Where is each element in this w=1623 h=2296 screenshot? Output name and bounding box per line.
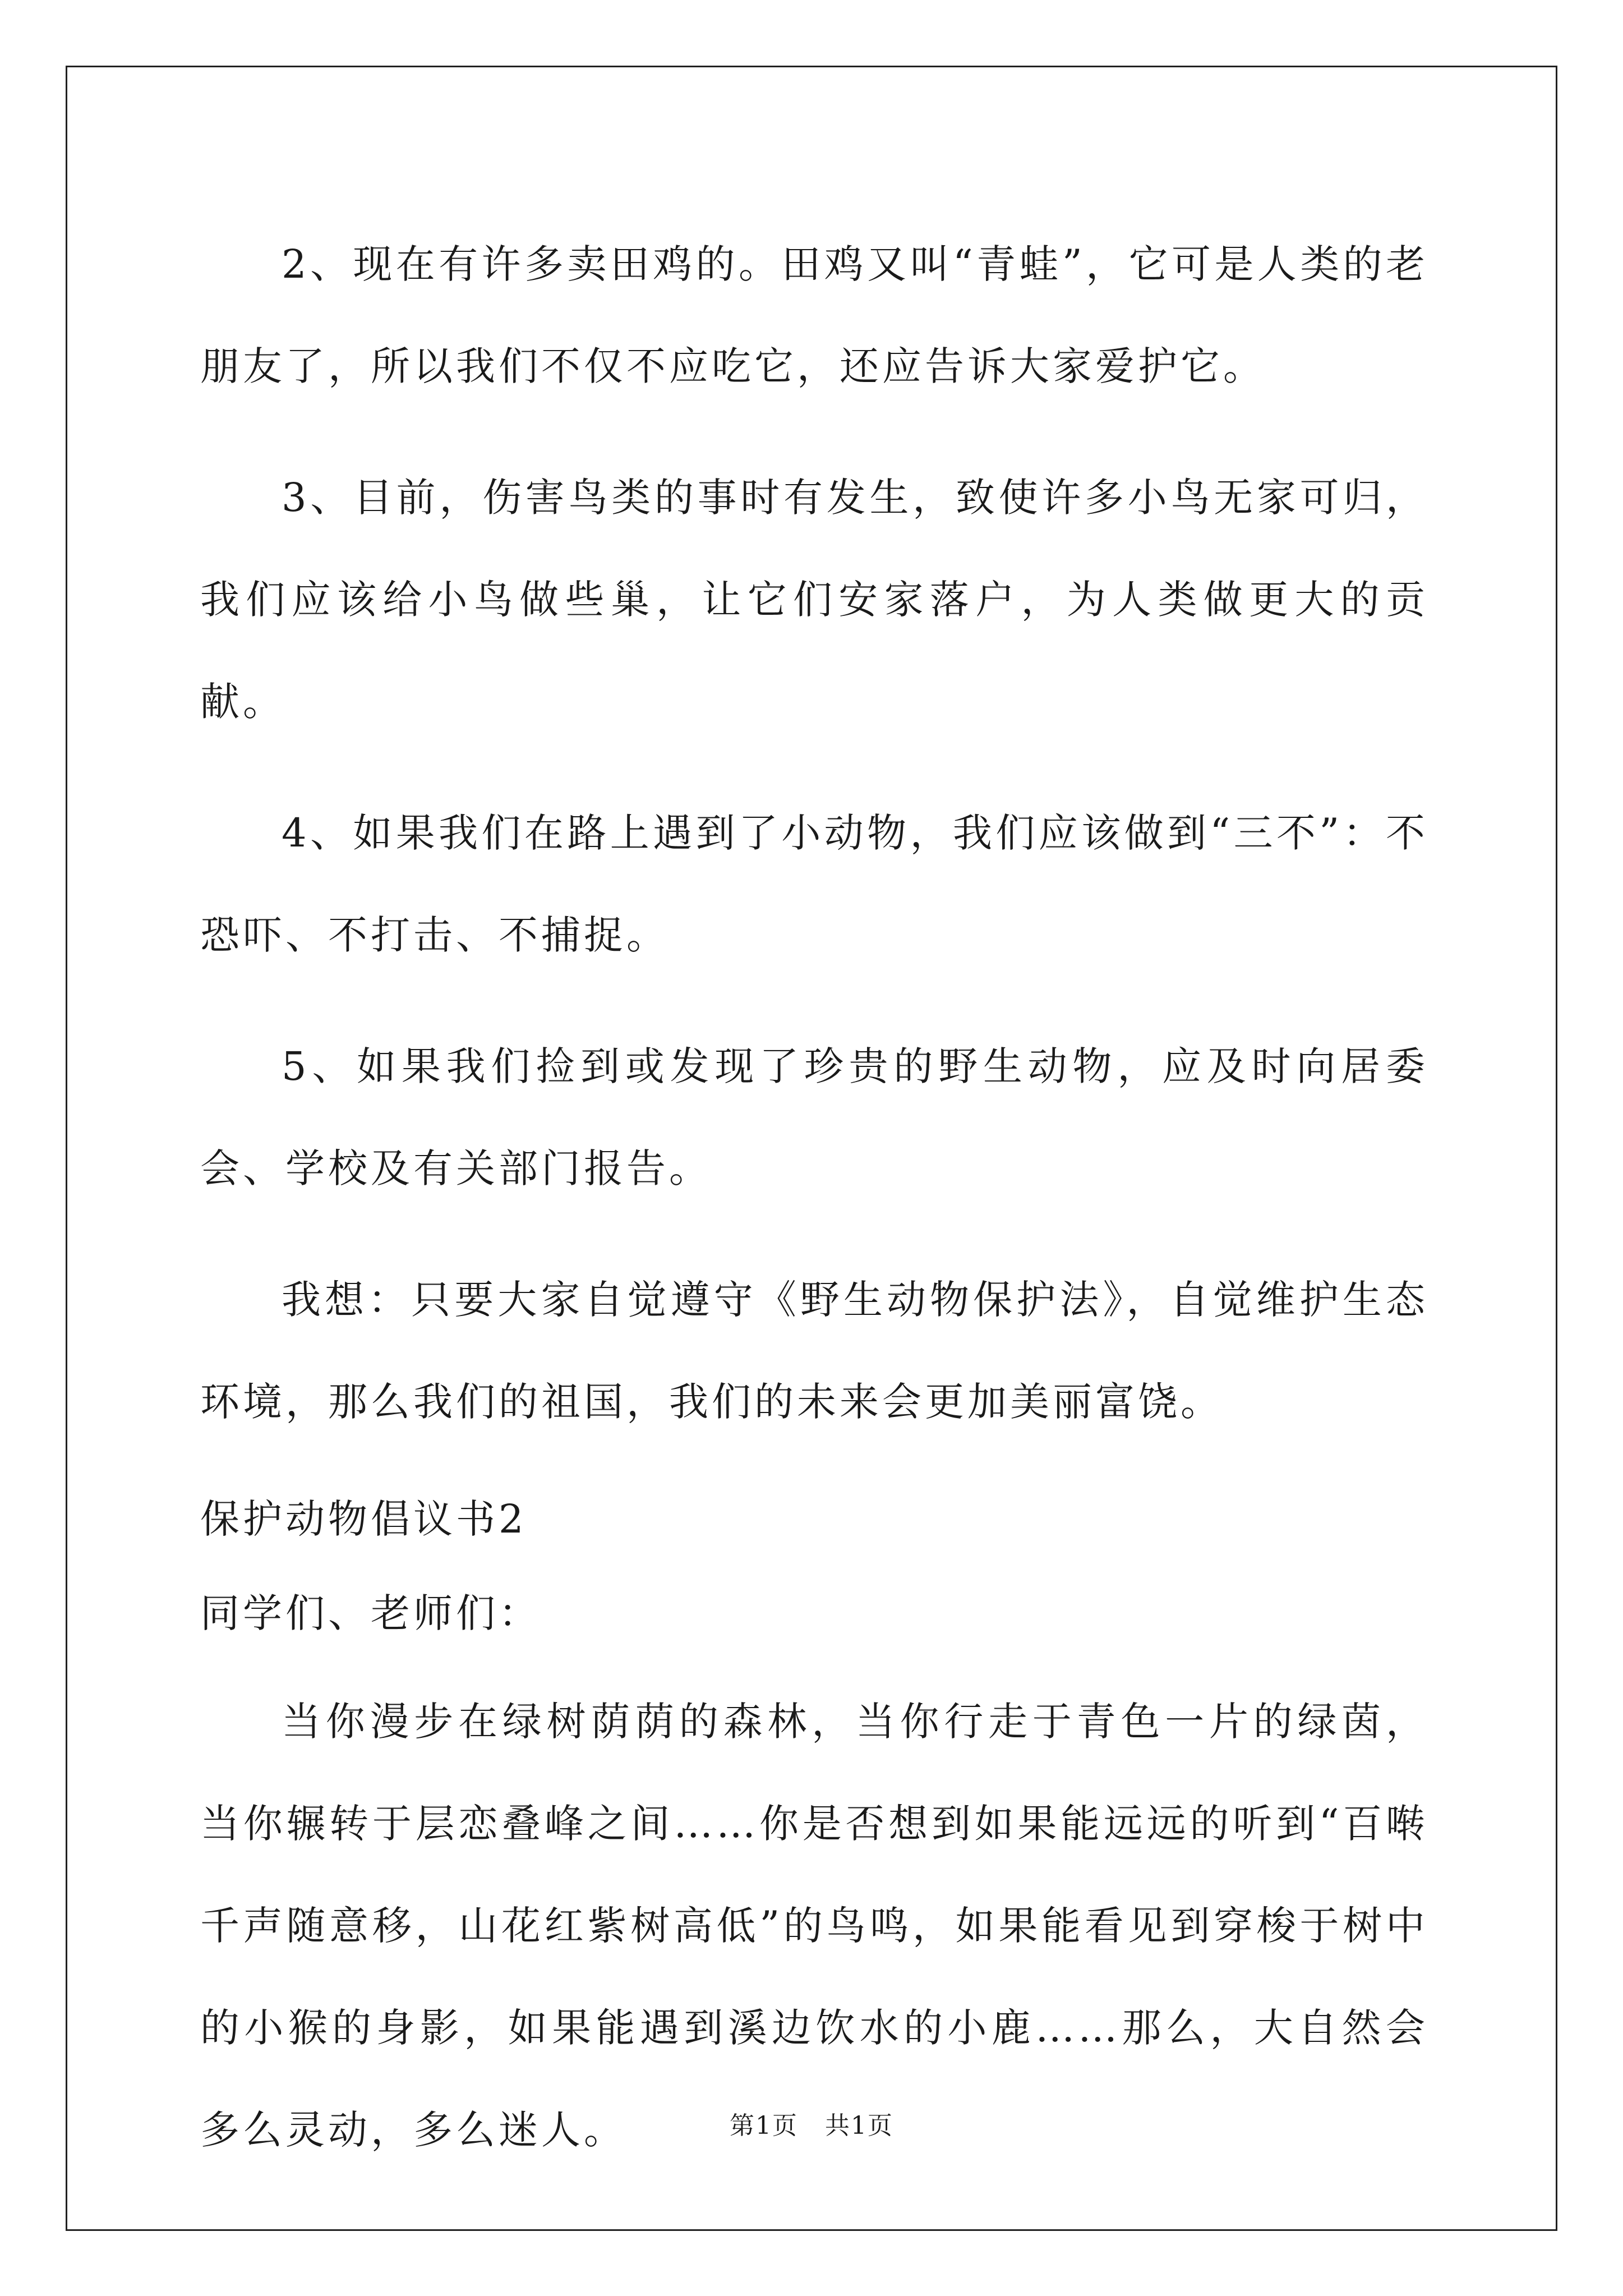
paragraph-item-4: 4、如果我们在路上遇到了小动物，我们应该做到“三不”：不恐吓、不打击、不捕捉。: [200, 810, 1428, 958]
page-footer: [0, 2109, 1623, 2143]
paragraph-item-2: 2、现在有许多卖田鸡的。田鸡又叫“青蛙”，它可是人类的老朋友了，所以我们不仅不应吃它，还应告诉大家爱护它。: [200, 241, 1428, 389]
salutation: 同学们、老师们：: [200, 1590, 541, 1636]
paragraph-opening: 当你漫步在绿树荫荫的森林，当你行走于青色一片的绿茵，当你辗转于层恋叠峰之间……你是否想到如果能远远的听到“百啭千声随意移，山花红紫树高低”的鸟鸣，如果能看见到穿梭于树中的小猴的身影，如果能遇到溪边饮水的小鹿……那么，大自然会多么灵动，多么迷人。: [200, 1699, 1428, 2153]
document-body: [200, 213, 1428, 2210]
page-total: 共1页: [825, 2111, 893, 2140]
section-title: 保护动物倡议书2: [200, 1496, 527, 1542]
paragraph-conclusion: 我想：只要大家自觉遵守《野生动物保护法》，自觉维护生态环境，那么我们的祖国，我们的未来会更加美丽富饶。: [200, 1277, 1428, 1425]
page-number: 第1页: [730, 2111, 798, 2140]
paragraph-item-5: 5、如果我们捡到或发现了珍贵的野生动物，应及时向居委会、学校及有关部门报告。: [200, 1043, 1428, 1191]
paragraph-item-3: 3、目前，伤害鸟类的事时有发生，致使许多小鸟无家可归，我们应该给小鸟做些巢，让它们安家落户，为人类做更大的贡献。: [200, 475, 1428, 725]
